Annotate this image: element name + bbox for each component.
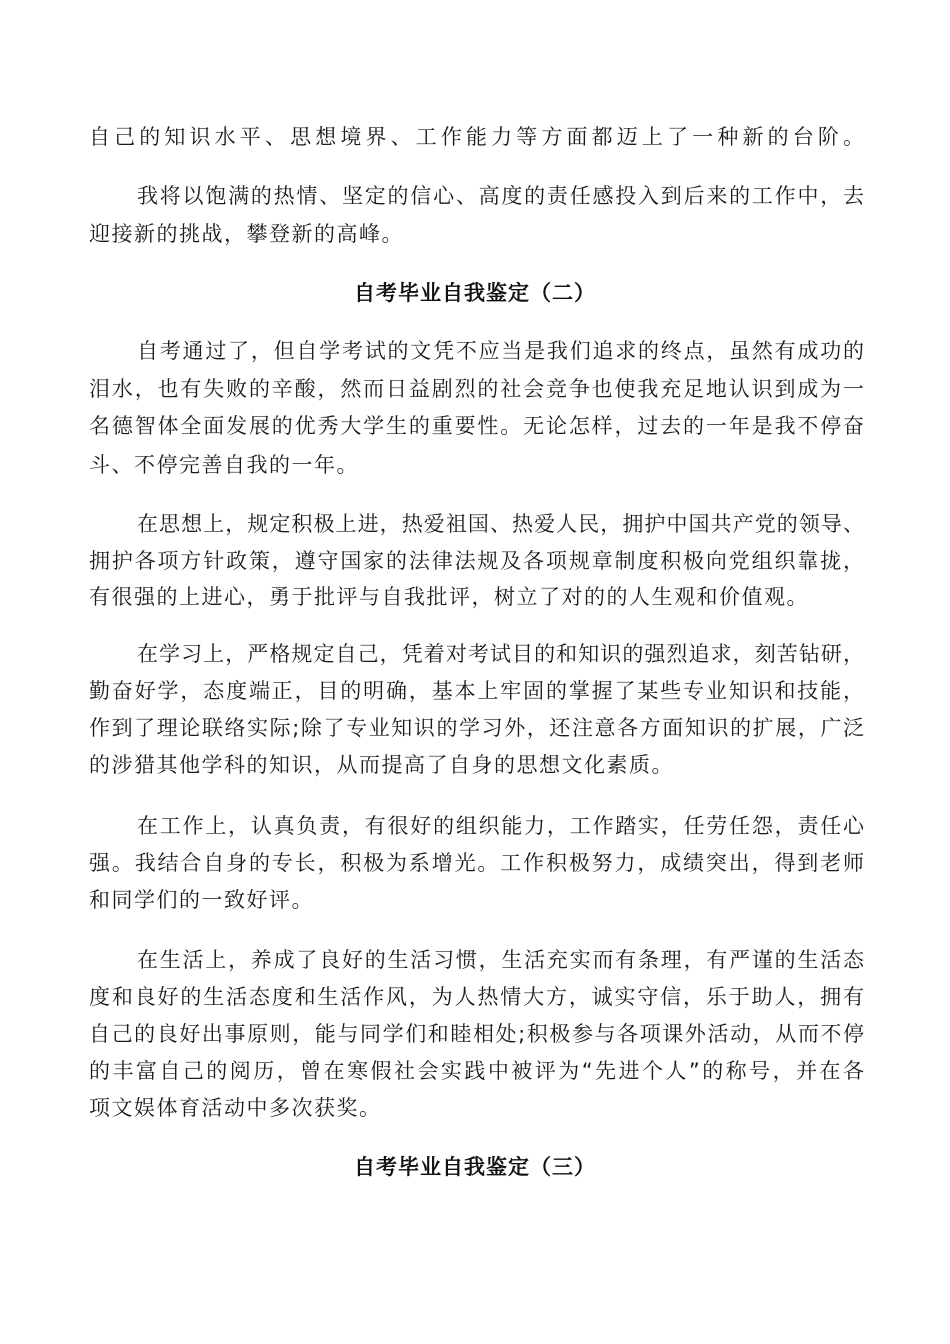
text-line: 勤奋好学，态度端正，目的明确，基本上牢固的掌握了某些专业知识和技能， (89, 679, 864, 703)
text-line: 在思想上，规定积极上进，热爱祖国、热爱人民，拥护中国共产党的领导、 (137, 512, 864, 536)
text-line: 度和良好的生活态度和生活作风，为人热情大方，诚实守信，乐于助人，拥有 (89, 985, 864, 1009)
text-line: 的涉猎其他学科的知识，从而提高了自身的思想文化素质。 (89, 753, 674, 777)
text-line: 名德智体全面发展的优秀大学生的重要性。无论怎样，过去的一年是我不停奋 (89, 414, 864, 438)
text-line: 项文娱体育活动中多次获奖。 (89, 1096, 382, 1120)
text-line: 有很强的上进心，勇于批评与自我批评，树立了对的的人生观和价值观。 (89, 585, 809, 609)
section-heading: 自考毕业自我鉴定（二） (354, 281, 596, 305)
text-line: 斗、不停完善自我的一年。 (89, 453, 359, 477)
text-line: 泪水，也有失败的辛酸，然而日益剧烈的社会竞争也使我充足地认识到成为一 (89, 377, 864, 401)
text-line: 的丰富自己的阅历，曾在寒假社会实践中被评为“先进个人”的称号，并在各 (89, 1059, 864, 1083)
section-heading: 自考毕业自我鉴定（三） (354, 1155, 596, 1179)
text-line: 和同学们的一致好评。 (89, 888, 314, 912)
text-line: 自己的良好出事原则，能与同学们和睦相处;积极参与各项课外活动，从而不停 (89, 1022, 864, 1046)
text-line: 迎接新的挑战，攀登新的高峰。 (89, 222, 404, 246)
text-line: 自己的知识水平、思想境界、工作能力等方面都迈上了一种新的台阶。 (89, 125, 864, 149)
text-line: 拥护各项方针政策，遵守国家的法律法规及各项规章制度积极向党组织靠拢， (89, 549, 864, 573)
text-line: 在工作上，认真负责，有很好的组织能力，工作踏实，任劳任怨，责任心 (137, 814, 864, 838)
text-line: 我将以饱满的热情、坚定的信心、高度的责任感投入到后来的工作中，去 (137, 184, 864, 208)
text-line: 在学习上，严格规定自己，凭着对考试目的和知识的强烈追求，刻苦钻研， (137, 642, 864, 666)
text-line: 强。我结合自身的专长，积极为系增光。工作积极努力，成绩突出，得到老师 (89, 851, 864, 875)
text-line: 作到了理论联络实际;除了专业知识的学习外，还注意各方面知识的扩展，广泛 (89, 716, 864, 740)
text-line: 在生活上，养成了良好的生活习惯，生活充实而有条理，有严谨的生活态 (137, 948, 864, 972)
text-line: 自考通过了，但自学考试的文凭不应当是我们追求的终点，虽然有成功的 (137, 339, 864, 363)
